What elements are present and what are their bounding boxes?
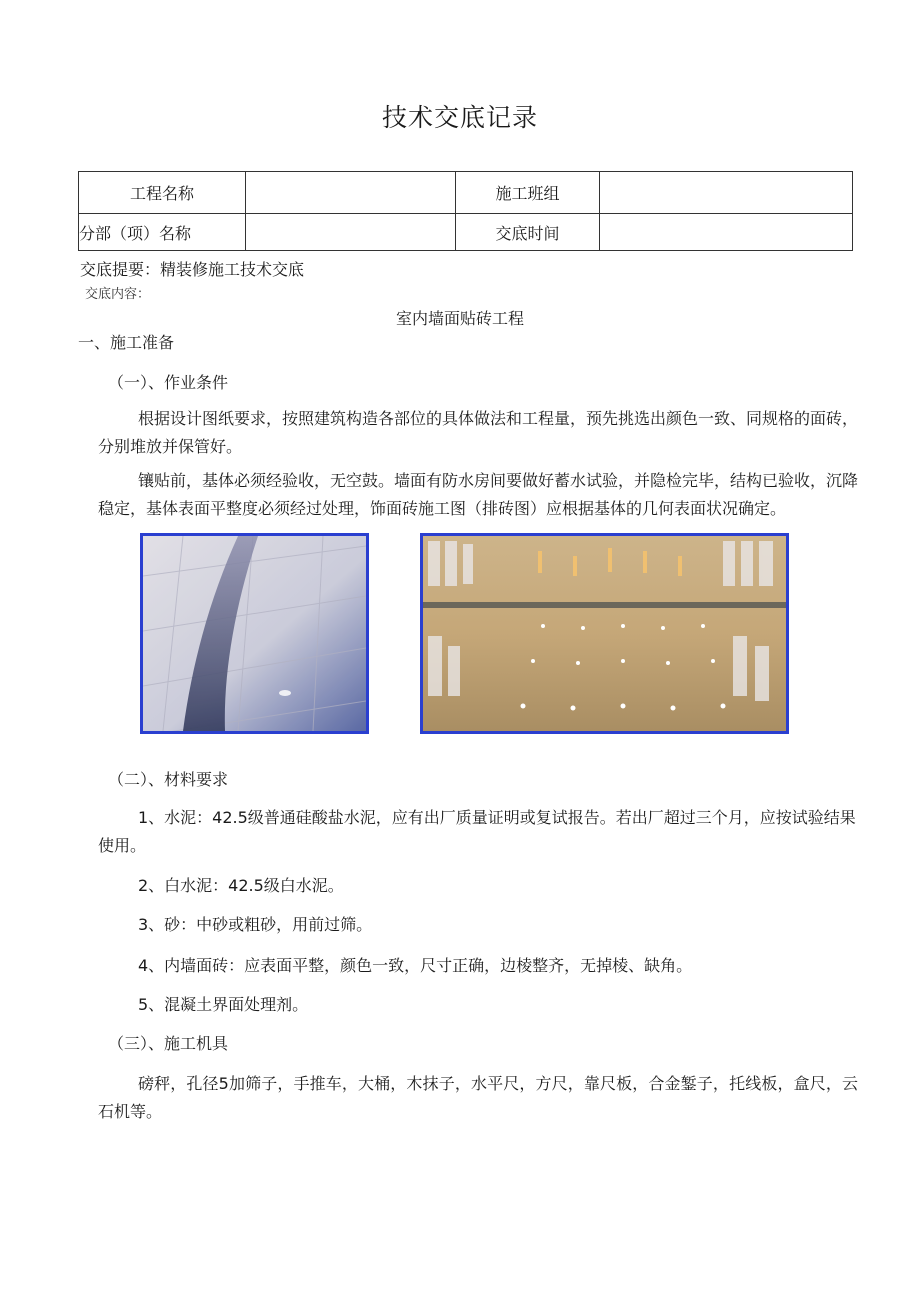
table-row <box>79 214 853 251</box>
project-name-value <box>246 172 456 214</box>
material-item-3: 3、砂：中砂或粗砂，用前过筛。 <box>138 915 373 934</box>
ceiling-tile-image <box>143 536 366 731</box>
summary: 交底提要：精装修施工技术交底 <box>80 260 305 279</box>
material-item-1: 1、水泥：42.5级普通硅酸盐水泥，应有出厂质量证明或复试报告。若出厂超过三个月，应按试验结果使用。 <box>98 808 856 855</box>
sub1-paragraph-1: 根据设计图纸要求，按照建筑构造各部位的具体做法和工程量，预先挑选出颜色一致、同规格的面砖，分别堆放并保管好。 <box>98 409 859 456</box>
sub1-heading: （一）、作业条件 <box>108 373 229 392</box>
polished-floor-image <box>423 536 786 731</box>
material-item-4: 4、内墙面砖：应表面平整，颜色一致，尺寸正确，边棱整齐，无掉棱、缺角。 <box>138 956 693 975</box>
polished-floor-photo <box>420 533 789 734</box>
tools-paragraph: 磅秤，孔径5加筛子，手推车，大桶，木抹子，水平尺，方尺，靠尺板，合金錾子，托线板，盒尺，云石机等。 <box>98 1074 858 1121</box>
division-label: 分部（项）名称 <box>79 214 246 251</box>
sub2-heading: （二）、材料要求 <box>108 770 229 789</box>
part1-heading: 一、施工准备 <box>78 333 175 352</box>
material-item-2: 2、白水泥：42.5级白水泥。 <box>138 876 344 895</box>
info-table <box>78 171 853 251</box>
ceiling-tile-photo <box>140 533 369 734</box>
document-title: 技术交底记录 <box>381 103 538 132</box>
date-value <box>600 214 853 251</box>
team-value <box>600 172 853 214</box>
project-name-label: 工程名称 <box>79 172 246 214</box>
sub1-paragraph-2: 镶贴前，基体必须经验收，无空鼓。墙面有防水房间要做好蓄水试验，并隐检完毕，结构已验收，沉降稳定，基体表面平整度必须经过处理，饰面砖施工图（排砖图）应根据基体的几何表面状况确定。 <box>98 471 859 518</box>
sub3-heading: （三）、施工机具 <box>108 1034 229 1053</box>
team-label: 施工班组 <box>456 172 600 214</box>
section-title: 室内墙面贴砖工程 <box>395 309 524 328</box>
division-value <box>246 214 456 251</box>
content-label: 交底内容： <box>85 287 151 302</box>
table-row <box>79 172 853 214</box>
date-label: 交底时间 <box>456 214 600 251</box>
material-item-5: 5、混凝土界面处理剂。 <box>138 995 309 1014</box>
